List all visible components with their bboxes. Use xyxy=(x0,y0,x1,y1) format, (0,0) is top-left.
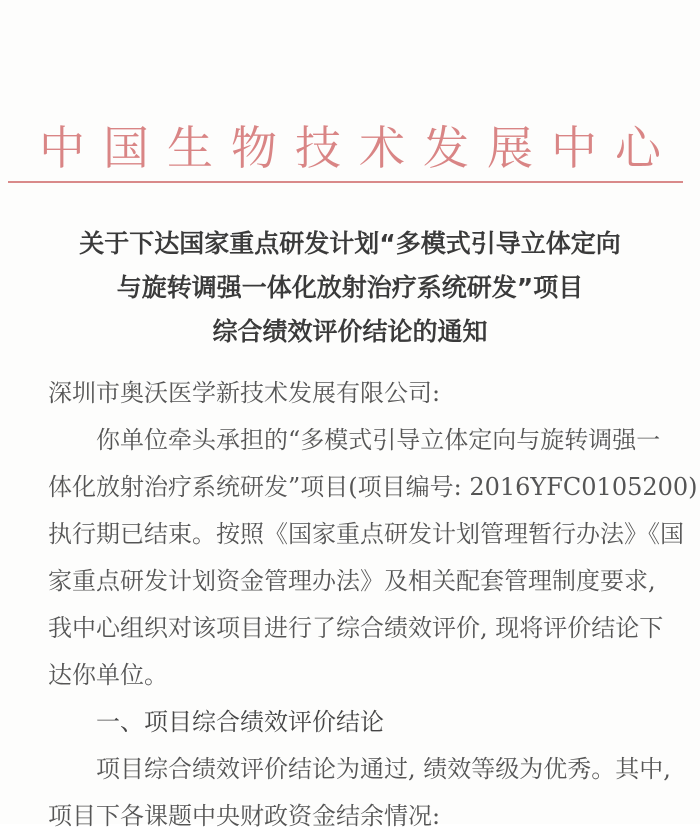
document-body xyxy=(48,370,698,840)
paragraph-1-line-1: 你单位牵头承担的“多模式引导立体定向与旋转调强一 xyxy=(96,426,661,454)
paragraph-1-line-6: 达你单位。 xyxy=(48,661,168,689)
title-line-2: 与旋转调强一体化放射治疗系统研发”项目 xyxy=(116,273,584,302)
section-1-heading: 一、项目综合绩效评价结论 xyxy=(96,708,384,736)
addressee: 深圳市奥沃医学新技术发展有限公司: xyxy=(48,379,441,407)
paragraph-1-line-4: 家重点研发计划资金管理办法》及相关配套管理制度要求, xyxy=(48,567,656,595)
paragraph-1-line-3: 执行期已结束。按照《国家重点研发计划管理暂行办法》《国 xyxy=(48,520,684,548)
paragraph-1-line-5: 我中心组织对该项目进行了综合绩效评价, 现将评价结论下 xyxy=(48,614,664,642)
masthead-organization-name: 中国生物技术发展中心 xyxy=(39,121,679,175)
paragraph-1-line-2: 体化放射治疗系统研发”项目(项目编号: 2016YFC0105200) xyxy=(48,473,698,501)
paragraph-2-line-1: 项目综合绩效评价结论为通过, 绩效等级为优秀。其中, xyxy=(96,755,671,783)
title-line-3: 综合绩效评价结论的通知 xyxy=(212,317,488,346)
paragraph-2-line-2: 项目下各课题中央财政资金结余情况: xyxy=(48,802,441,830)
masthead-red-rule xyxy=(8,181,683,183)
document-title xyxy=(0,222,700,354)
title-line-1: 关于下达国家重点研发计划“多模式引导立体定向 xyxy=(79,229,621,258)
